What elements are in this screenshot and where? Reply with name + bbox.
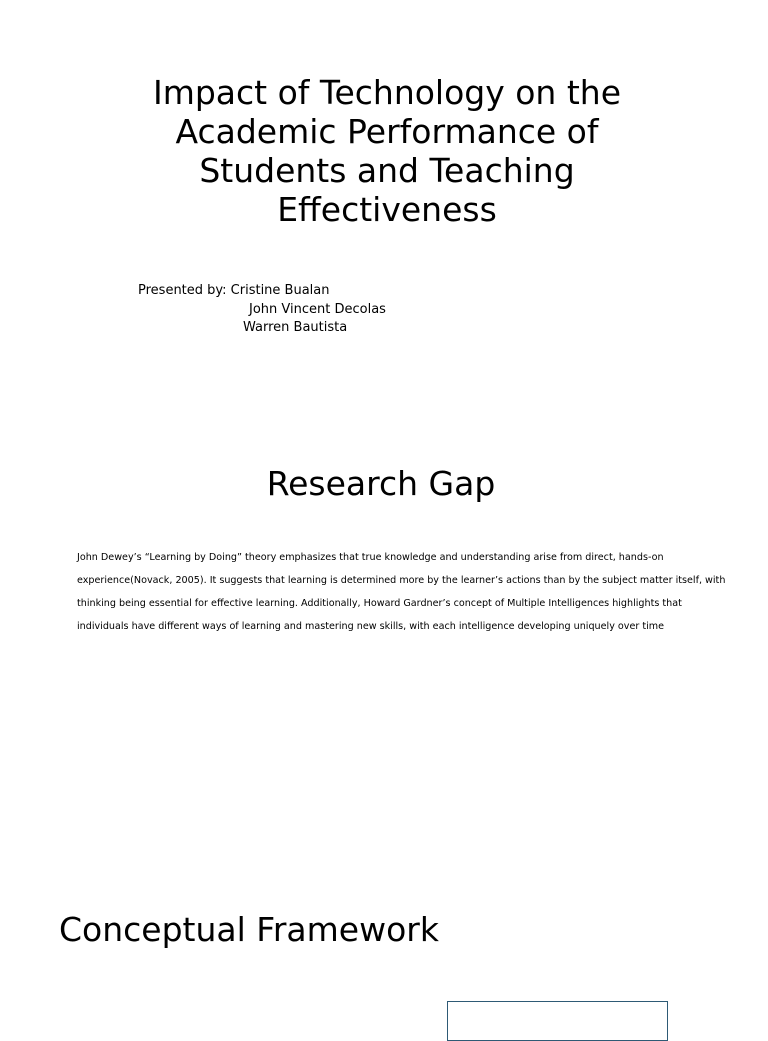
presenter-line: Presented by: Cristine Bualan xyxy=(138,283,330,298)
document-title: Impact of Technology on the Academic Performance of Students and Teaching Effectiveness xyxy=(152,73,621,229)
presenter-line: John Vincent Decolas xyxy=(249,301,386,317)
framework-diagram-box xyxy=(447,1001,668,1041)
presenter-line: Warren Bautista xyxy=(243,320,348,335)
conceptual-framework-heading: Conceptual Framework xyxy=(59,910,439,949)
research-gap-paragraph: John Dewey’s “Learning by Doing” theory emphasizes that true knowledge and understanding arise from direct, hands-on experience(Novack, 2005). It suggests that learning is determined more by the learner’s actions than by the subject matter itself, with thinking being essential for effective learning. Additionally, Howard Gardner’s concept of Multiple Intelligences highlights that individuals have different ways of learning and mastering new skills, with each intelligence developing uniquely over time xyxy=(77,551,726,632)
presenters-block xyxy=(0,282,768,342)
research-gap-heading: Research Gap xyxy=(266,464,496,503)
